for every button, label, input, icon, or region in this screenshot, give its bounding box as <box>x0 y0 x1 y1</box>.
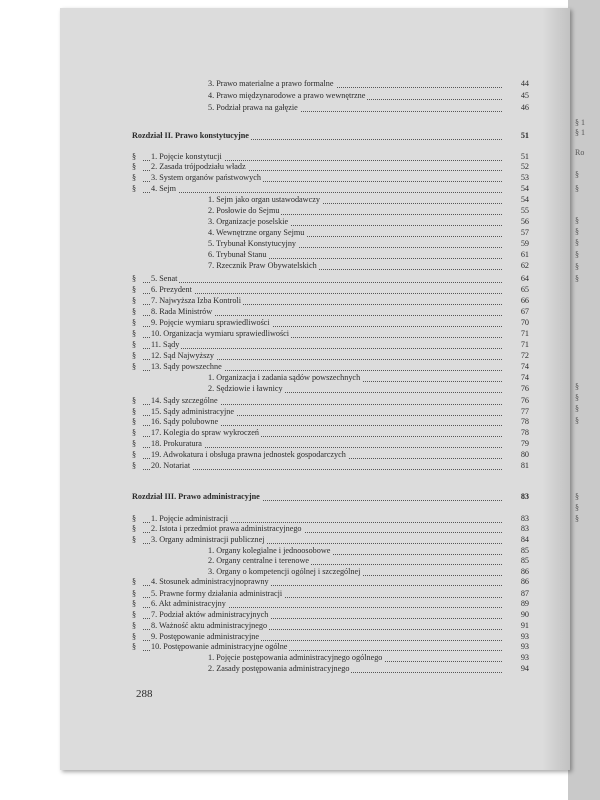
dot-leader <box>143 457 502 470</box>
section-sign: § <box>132 524 137 533</box>
fragment-text: § <box>575 184 579 193</box>
entry-label: 14. Sądy szczególne <box>151 396 218 405</box>
fragment-text: § <box>575 250 579 259</box>
entry-page: 93 <box>520 653 529 662</box>
section-sign: § <box>132 610 137 619</box>
entry-label: 15. Sądy administracyjne <box>151 407 234 416</box>
entry-label: 3. Prawo materialne a prawo formalne <box>208 79 334 88</box>
section-sign: § <box>132 162 137 171</box>
entry-label: 2. Zasada trójpodziału władz <box>151 162 246 171</box>
fragment-text: § <box>575 262 579 271</box>
entry-page: 67 <box>520 307 529 316</box>
section-sign: § <box>132 514 137 523</box>
entry-label: 11. Sądy <box>151 340 180 349</box>
section-sign: § <box>132 599 137 608</box>
entry-label: 5. Prawne formy działania administracji <box>151 589 283 598</box>
entry-label: 2. Organy centralne i terenowe <box>208 556 310 565</box>
entry-page: 66 <box>520 296 529 305</box>
entry-page: 74 <box>520 373 529 382</box>
toc-entry <box>60 663 570 675</box>
entry-page: 71 <box>520 340 529 349</box>
entry-page: 77 <box>520 407 529 416</box>
section-sign: § <box>132 461 137 470</box>
section-sign: § <box>132 152 137 161</box>
entry-label: 7. Najwyższa Izba Kontroli <box>151 296 242 305</box>
entry-page: 94 <box>520 664 529 673</box>
entry-label: 1. Organy kolegialne i jednoosobowe <box>208 546 331 555</box>
section-sign: § <box>132 642 137 651</box>
entry-page: 76 <box>520 384 529 393</box>
section-sign: § <box>132 535 137 544</box>
entry-page: 87 <box>520 589 529 598</box>
entry-label: 20. Notariat <box>151 461 191 470</box>
entry-page: 83 <box>520 514 529 523</box>
section-sign: § <box>132 340 137 349</box>
entry-page: 45 <box>520 91 529 100</box>
entry-page: 59 <box>520 239 529 248</box>
fragment-text: § <box>575 238 579 247</box>
fragment-text: § <box>575 382 579 391</box>
entry-label: 5. Podział prawa na gałęzie <box>208 103 298 112</box>
fragment-text: § <box>575 227 579 236</box>
entry-page: 70 <box>520 318 529 327</box>
entry-page: 90 <box>520 610 529 619</box>
fragment-text: § <box>575 170 579 179</box>
fragment-text: § <box>575 503 579 512</box>
entry-page: 54 <box>520 195 529 204</box>
entry-label: 8. Ważność aktu administracyjnego <box>151 621 268 630</box>
entry-page: 86 <box>520 577 529 586</box>
entry-label: 1. Pojęcie konstytucji <box>151 152 222 161</box>
entry-page: 78 <box>520 417 529 426</box>
entry-label: 1. Organizacja i zadania sądów powszechnych <box>208 373 361 382</box>
entry-page: 91 <box>520 621 529 630</box>
entry-label: 5. Trybunał Konstytucyjny <box>208 239 297 248</box>
entry-page: 55 <box>520 206 529 215</box>
fragment-text: § <box>575 393 579 402</box>
entry-page: 53 <box>520 173 529 182</box>
section-sign: § <box>132 329 137 338</box>
section-sign: § <box>132 296 137 305</box>
section-sign: § <box>132 407 137 416</box>
entry-page: 85 <box>520 546 529 555</box>
entry-page: 83 <box>520 524 529 533</box>
fragment-text: § <box>575 216 579 225</box>
entry-label: 3. Organy o kompetencji ogólnej i szczególnej <box>208 567 361 576</box>
fragment-text: § <box>575 514 579 523</box>
entry-label: 4. Stosunek administracyjnoprawny <box>151 577 269 586</box>
toc-entry <box>60 102 570 114</box>
entry-page: 44 <box>520 79 529 88</box>
entry-label: 4. Wewnętrzne organy Sejmu <box>208 228 305 237</box>
section-sign: § <box>132 396 137 405</box>
entry-page: 93 <box>520 632 529 641</box>
entry-label: 2. Posłowie do Sejmu <box>208 206 280 215</box>
entry-label: 9. Pojęcie wymiaru sprawiedliwości <box>151 318 270 327</box>
entry-label: 6. Prezydent <box>151 285 192 294</box>
entry-page: 85 <box>520 556 529 565</box>
entry-page: 81 <box>520 461 529 470</box>
section-sign: § <box>132 577 137 586</box>
entry-page: 84 <box>520 535 529 544</box>
toc-chapter-entry <box>60 491 570 503</box>
toc-entry <box>60 460 570 472</box>
entry-page: 79 <box>520 439 529 448</box>
entry-label: 7. Rzecznik Praw Obywatelskich <box>208 261 317 270</box>
entry-label: 8. Rada Ministrów <box>151 307 213 316</box>
fragment-text: Ro <box>575 148 585 157</box>
entry-label: 3. System organów państwowych <box>151 173 261 182</box>
fragment-text: § <box>575 274 579 283</box>
entry-page: 78 <box>520 428 529 437</box>
entry-label: Rozdział II. Prawo konstytucyjne <box>132 131 249 140</box>
entry-page: 93 <box>520 642 529 651</box>
entry-label: 16. Sądy polubowne <box>151 417 219 426</box>
entry-page: 52 <box>520 162 529 171</box>
entry-label: 18. Prokuratura <box>151 439 202 448</box>
section-sign: § <box>132 428 137 437</box>
entry-page: 65 <box>520 285 529 294</box>
entry-page: 86 <box>520 567 529 576</box>
entry-page: 89 <box>520 599 529 608</box>
section-sign: § <box>132 362 137 371</box>
section-sign: § <box>132 351 137 360</box>
toc-page <box>60 8 570 770</box>
page-number: 288 <box>136 688 153 700</box>
entry-page: 56 <box>520 217 529 226</box>
entry-label: 6. Akt administracyjny <box>151 599 226 608</box>
fragment-text: § <box>575 416 579 425</box>
entry-page: 76 <box>520 396 529 405</box>
section-sign: § <box>132 173 137 182</box>
entry-page: 51 <box>520 131 529 140</box>
entry-page: 61 <box>520 250 529 259</box>
entry-page: 57 <box>520 228 529 237</box>
section-sign: § <box>132 621 137 630</box>
entry-page: 83 <box>520 492 529 501</box>
entry-label: 4. Prawo międzynarodowe a prawo wewnętrzne <box>208 91 366 100</box>
fragment-text: § <box>575 492 579 501</box>
entry-page: 46 <box>520 103 529 112</box>
entry-label: 6. Trybunał Stanu <box>208 250 267 259</box>
entry-page: 51 <box>520 152 529 161</box>
entry-label: 1. Pojęcie postępowania administracyjnego ogólnego <box>208 653 383 662</box>
entry-label: 1. Sejm jako organ ustawodawczy <box>208 195 320 204</box>
fragment-text: § 1 <box>575 128 585 137</box>
entry-page: 72 <box>520 351 529 360</box>
section-sign: § <box>132 450 137 459</box>
entry-label: 10. Postępowanie administracyjne ogólne <box>151 642 288 651</box>
fragment-text: § 1 <box>575 118 585 127</box>
entry-page: 71 <box>520 329 529 338</box>
entry-label: 4. Sejm <box>151 184 177 193</box>
entry-page: 80 <box>520 450 529 459</box>
entry-page: 54 <box>520 184 529 193</box>
section-sign: § <box>132 285 137 294</box>
entry-label: 2. Zasady postępowania administracyjnego <box>208 664 350 673</box>
entry-label: 1. Pojęcie administracji <box>151 514 229 523</box>
entry-page: 74 <box>520 362 529 371</box>
section-sign: § <box>132 307 137 316</box>
section-sign: § <box>132 589 137 598</box>
fragment-text: § <box>575 404 579 413</box>
section-sign: § <box>132 184 137 193</box>
section-sign: § <box>132 318 137 327</box>
entry-label: 5. Senat <box>151 274 178 283</box>
section-sign: § <box>132 439 137 448</box>
entry-label: 17. Kolegia do spraw wykroczeń <box>151 428 259 437</box>
entry-label: 3. Organizacje poselskie <box>208 217 289 226</box>
entry-label: 7. Podział aktów administracyjnych <box>151 610 269 619</box>
section-sign: § <box>132 274 137 283</box>
entry-label: 12. Sąd Najwyższy <box>151 351 214 360</box>
entry-label: 9. Postępowanie administracyjne <box>151 632 260 641</box>
section-sign: § <box>132 417 137 426</box>
toc-chapter-entry <box>60 130 570 142</box>
entry-label: 2. Istota i przedmiot prawa administracyjnego <box>151 524 302 533</box>
entry-label: Rozdział III. Prawo administracyjne <box>132 492 260 501</box>
entry-label: 13. Sądy powszechne <box>151 362 222 371</box>
entry-label: 19. Adwokatura i obsługa prawna jednostek gospodarczych <box>151 450 346 459</box>
entry-label: 2. Sędziowie i ławnicy <box>208 384 283 393</box>
entry-page: 62 <box>520 261 529 270</box>
entry-page: 64 <box>520 274 529 283</box>
entry-label: 3. Organy administracji publicznej <box>151 535 265 544</box>
entry-label: 10. Organizacja wymiaru sprawiedliwości <box>151 329 290 338</box>
section-sign: § <box>132 632 137 641</box>
